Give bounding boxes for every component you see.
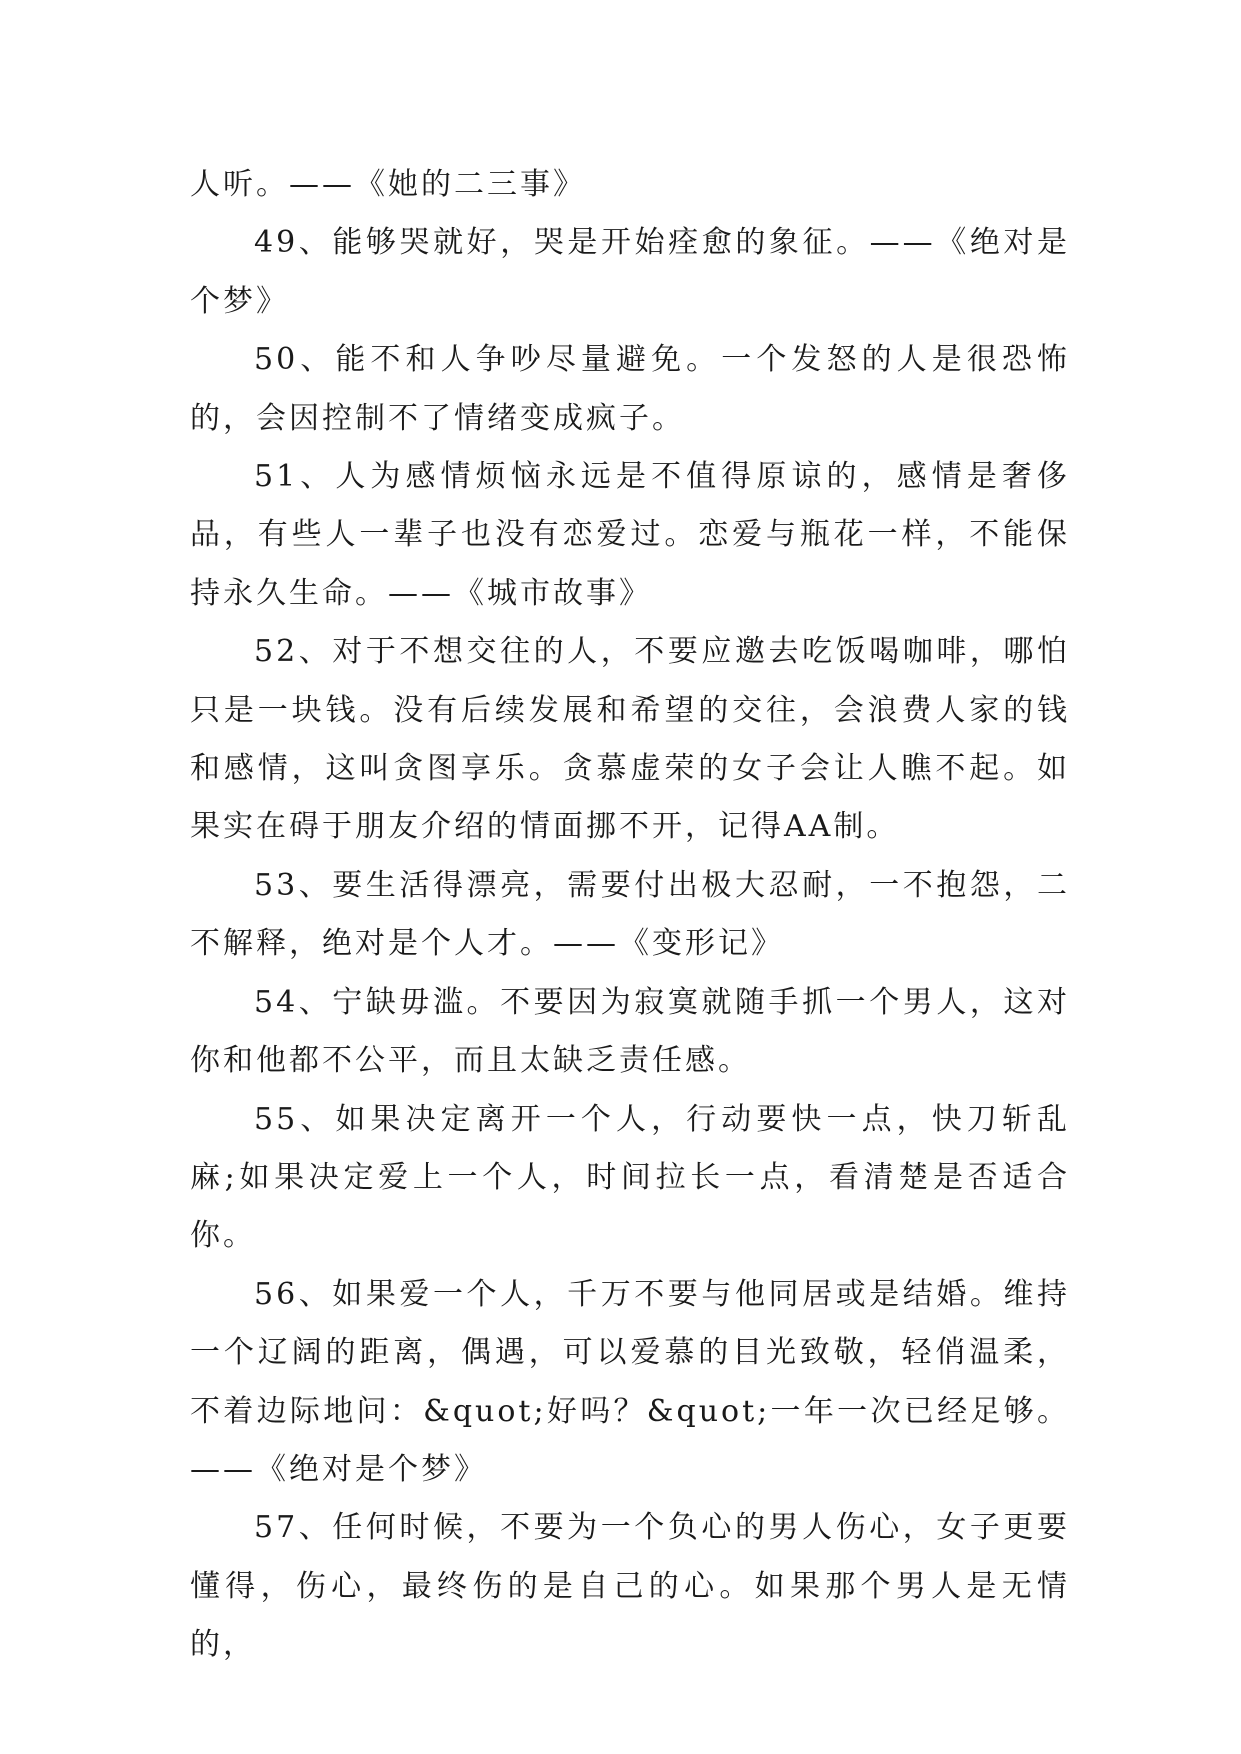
paragraph-50: 50、能不和人争吵尽量避免。一个发怒的人是很恐怖的，会因控制不了情绪变成疯子。 (190, 342, 1070, 436)
paragraph-49: 49、能够哭就好，哭是开始痊愈的象征。——《绝对是个梦》 (190, 225, 1070, 319)
paragraph-54: 54、宁缺毋滥。不要因为寂寞就随手抓一个男人，这对你和他都不公平，而且太缺乏责任感。 (190, 984, 1070, 1079)
paragraph-53: 53、要生活得漂亮，需要付出极大忍耐，一不抱怨，二不解释，绝对是个人才。——《变形记》 (190, 867, 1070, 962)
paragraph-56: 56、如果爱一个人，千万不要与他同居或是结婚。维持一个辽阔的距离，偶遇，可以爱慕的目光致敬，轻俏温柔，不着边际地问：&quot;好吗？&quot;一年一次已经足够。——《绝对是个梦》 (190, 1276, 1070, 1487)
paragraph-continuation: 人听。——《她的二三事》 (190, 167, 586, 202)
paragraph-52: 52、对于不想交往的人，不要应邀去吃饭喝咖啡，哪怕只是一块钱。没有后续发展和希望的交往，会浪费人家的钱和感情，这叫贪图享乐。贪慕虚荣的女子会让人瞧不起。如果实在碍于朋友介绍的情面挪不开，记得AA制。 (190, 634, 1070, 845)
paragraph-51: 51、人为感情烦恼永远是不值得原谅的，感情是奢侈品，有些人一辈子也没有恋爱过。恋爱与瓶花一样，不能保持永久生命。——《城市故事》 (190, 459, 1070, 611)
paragraph-57: 57、任何时候，不要为一个负心的男人伤心，女子更要懂得，伤心，最终伤的是自己的心。如果那个男人是无情的， (190, 1510, 1070, 1663)
paragraph-55: 55、如果决定离开一个人，行动要快一点，快刀斩乱麻;如果决定爱上一个人，时间拉长一点，看清楚是否适合你。 (190, 1101, 1070, 1254)
document-body (190, 156, 1070, 1675)
